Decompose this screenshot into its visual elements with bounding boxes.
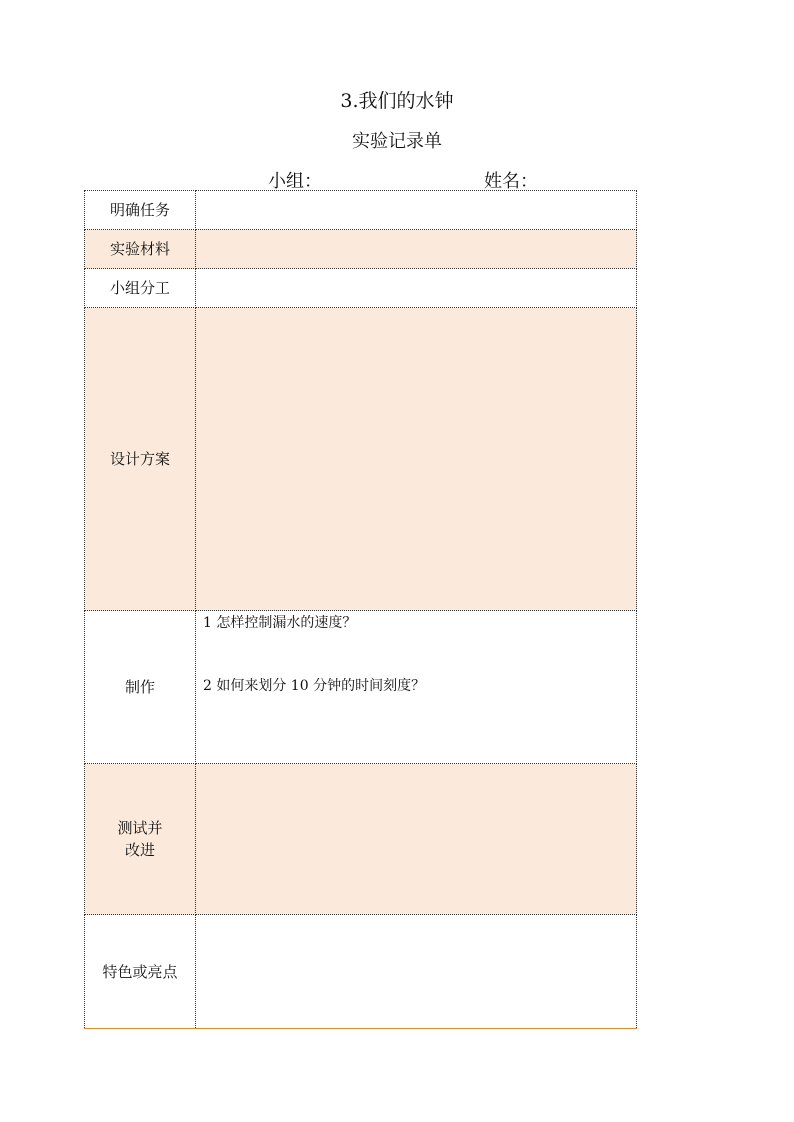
table-row <box>85 191 637 230</box>
design-entry-cell[interactable] <box>196 308 637 611</box>
row-label-task: 明确任务 <box>85 191 196 230</box>
row-label-testing <box>85 764 196 915</box>
row-label-making: 制作 <box>85 611 196 764</box>
record-table <box>84 190 637 1029</box>
row-label-testing-line2: 改进 <box>124 841 155 859</box>
division-entry-cell[interactable] <box>196 269 637 308</box>
table-row <box>85 269 637 308</box>
table-row <box>85 915 637 1029</box>
highlights-entry-cell[interactable] <box>196 915 637 1029</box>
row-label-highlights: 特色或亮点 <box>85 915 196 1029</box>
question-2: 2 如何来划分 10 分钟的时间刻度？ <box>203 678 426 694</box>
row-label-division: 小组分工 <box>85 269 196 308</box>
table-row <box>85 308 637 611</box>
page-title: 3.我们的水钟 <box>340 90 454 112</box>
name-label: 姓名： <box>484 171 538 192</box>
materials-entry-cell[interactable] <box>196 230 637 269</box>
table-row <box>85 764 637 915</box>
question-1: 1 怎样控制漏水的速度？ <box>203 615 357 631</box>
testing-entry-cell[interactable] <box>196 764 637 915</box>
table-row <box>85 611 637 764</box>
row-label-testing-line1: 测试并 <box>117 819 163 837</box>
making-entry-cell[interactable] <box>196 611 637 764</box>
task-entry-cell[interactable] <box>196 191 637 230</box>
row-label-design: 设计方案 <box>85 308 196 611</box>
row-label-materials: 实验材料 <box>85 230 196 269</box>
page-subtitle: 实验记录单 <box>352 131 442 152</box>
group-label: 小组： <box>268 171 322 192</box>
table-row <box>85 230 637 269</box>
